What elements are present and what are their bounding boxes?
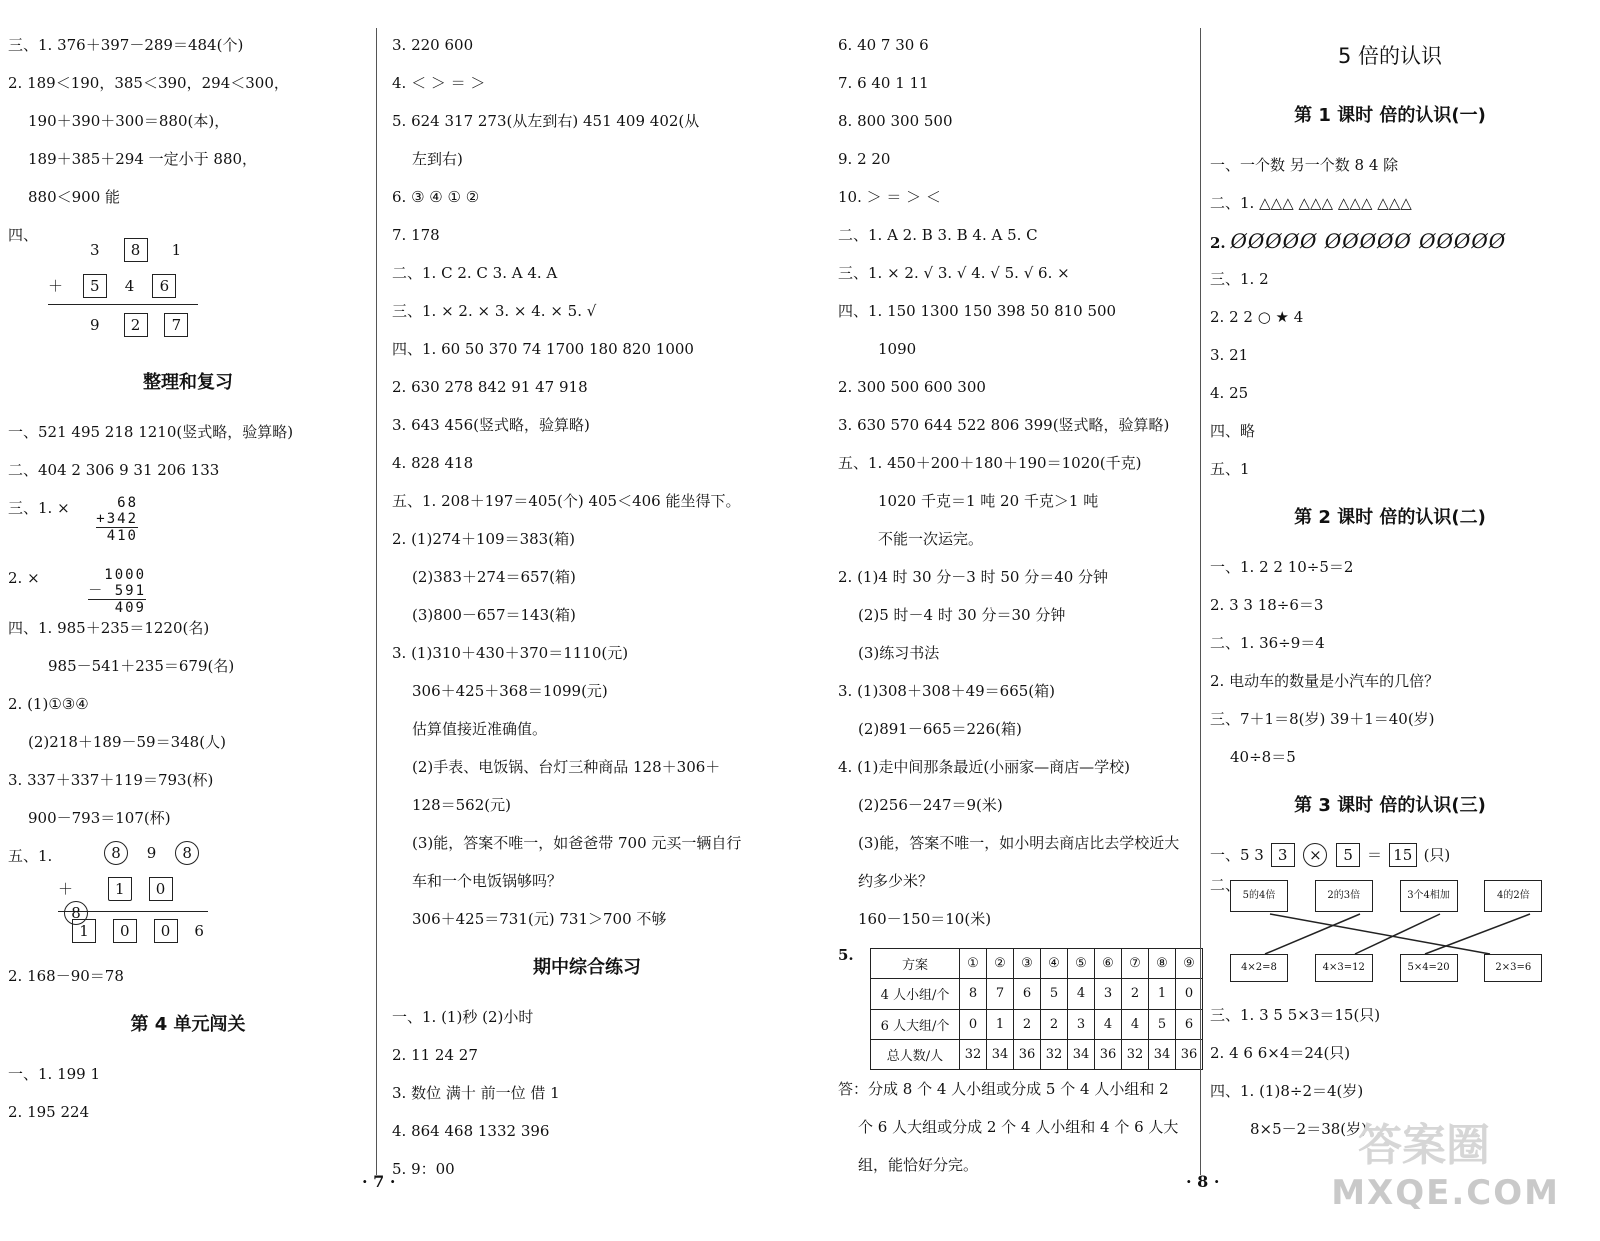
answer-line: 3. 337＋337＋119＝793(杯): [8, 771, 214, 789]
answer-line: 一、一个数 另一个数 8 4 除: [1210, 156, 1399, 174]
lesson-heading: 第 2 课时 倍的认识(二): [1294, 507, 1486, 528]
column-3: [838, 26, 1208, 1184]
table-row: [871, 1009, 1203, 1039]
answer-line: 2. 195 224: [8, 1103, 90, 1121]
table-cell: 5: [1149, 1009, 1176, 1039]
answer-line: 四、1. (1)8÷2＝4(岁): [1210, 1082, 1364, 1100]
table-header-row: [871, 949, 1203, 979]
watermark-text: MXQE.COM: [1331, 1173, 1560, 1213]
operator-circle: ×: [1303, 843, 1327, 867]
answer-line: (2)383＋274＝657(箱): [412, 568, 576, 586]
answer-box: 8: [124, 238, 148, 262]
answer-line: [1210, 836, 1570, 874]
answer-line: 左到右): [412, 150, 463, 168]
tv-card: 4的2倍: [1484, 880, 1542, 912]
answer-line: 组，能恰好分完。: [858, 1156, 979, 1174]
addition-puzzle: [48, 232, 368, 345]
answer-line: 车和一个电饭锅够吗？: [412, 872, 563, 890]
table-cell: 6: [1014, 979, 1041, 1009]
page-number-right: · 8 ·: [1186, 1172, 1220, 1191]
answer-text: 一、5 3: [1210, 846, 1264, 864]
answer-line: 3. 643 456(竖式略，验算略): [392, 416, 590, 434]
answer-line: 190＋390＋300＝880(本)，: [28, 112, 230, 130]
table-cell: 2: [1014, 1009, 1041, 1039]
answer-line: (3)练习书法: [858, 644, 940, 662]
answer-line: 2. 4 6 6×4＝24(只): [1210, 1044, 1351, 1062]
table-cell: 总人数/人: [871, 1039, 960, 1069]
answer-line: 5. 9：00: [392, 1160, 455, 1178]
plan-table-block: [838, 938, 1208, 1070]
tv-card: 5的4倍: [1230, 880, 1288, 912]
column-1: [8, 26, 368, 1131]
lesson-heading: 第 3 课时 倍的认识(三): [1294, 795, 1486, 816]
answer-line: 40÷8＝5: [1230, 748, 1296, 766]
item-number: 2.: [1210, 234, 1226, 252]
symbol-puzzle: [8, 837, 368, 957]
circle-digit: 8: [175, 841, 199, 865]
answer-line: 三、1. ×: [8, 499, 70, 517]
calc-row: +342: [96, 511, 138, 527]
answer-line: 四、1. 150 1300 150 398 50 810 500: [838, 302, 1117, 320]
table-header-cell: ②: [987, 949, 1014, 979]
answer-line: 3. (1)310＋430＋370＝1110(元): [392, 644, 629, 662]
answer-line: 一、1. 199 1: [8, 1065, 101, 1083]
answer-line: (3)800－657＝143(箱): [412, 606, 576, 624]
answer-line: 二、1. C 2. C 3. A 4. A: [392, 264, 558, 282]
circle-digit: 8: [64, 901, 88, 925]
answer-line: 5. 624 317 273(从左到右) 451 409 402(从: [392, 112, 700, 130]
answer-line: 2. 2 2 ○ ★ 4: [1210, 308, 1304, 326]
table-cell: 0: [960, 1009, 987, 1039]
answer-line: 2. (1)4 时 30 分－3 时 50 分＝40 分钟: [838, 568, 1109, 586]
abacus-card: 5×4=20: [1400, 954, 1458, 982]
answer-line: 三、1. 3 5 5×3＝15(只): [1210, 1006, 1381, 1024]
answer-line: 一、1. (1)秒 (2)小时: [392, 1008, 534, 1026]
answer-line: (2)218＋189－59＝348(人): [28, 733, 226, 751]
answer-line: 5.: [838, 946, 854, 964]
answer-line: 4. ＜ ＞ ＝ ＞: [392, 74, 486, 92]
answer-box: 3: [1271, 843, 1295, 867]
table-header-cell: ⑦: [1122, 949, 1149, 979]
circle-digit: 8: [104, 841, 128, 865]
table-cell: 4 人小组/个: [871, 979, 960, 1009]
answer-box: 0: [149, 877, 173, 901]
answer-line: 五、1.: [8, 847, 53, 865]
answer-line: 4. 828 418: [392, 454, 474, 472]
answer-line: 五、1. 208＋197＝405(个) 405＜406 能坐得下。: [392, 492, 741, 510]
table-cell: 34: [987, 1039, 1014, 1069]
answer-line: 8. 800 300 500: [838, 112, 953, 130]
answer-line: 2. 电动车的数量是小汽车的几倍？: [1210, 672, 1440, 690]
calc-row: 1000: [104, 567, 146, 583]
column-4: [1210, 26, 1570, 1148]
section-heading: 整理和复习: [143, 372, 233, 393]
answer-line: 2. 630 278 842 91 47 918: [392, 378, 588, 396]
answer-line: 二、: [1210, 876, 1241, 894]
answer-line: 8×5－2＝38(岁): [1250, 1120, 1367, 1138]
abacus-card: 2×3=6: [1484, 954, 1542, 982]
answer-line: 三、1. 2: [1210, 270, 1269, 288]
table-cell: 32: [960, 1039, 987, 1069]
answer-line: 三、1. × 2. √ 3. √ 4. √ 5. √ 6. ×: [838, 264, 1070, 282]
answer-line: 三、1. × 2. × 3. × 4. × 5. √: [392, 302, 597, 320]
answer-line: 估算值接近准确值。: [412, 720, 548, 738]
stick-bundle-art: ØØØØØ ØØØØØ ØØØØØ: [1230, 229, 1507, 253]
table-cell: 5: [1041, 979, 1068, 1009]
answer-line: 二、1. A 2. B 3. B 4. A 5. C: [838, 226, 1038, 244]
answer-line: 306＋425＝731(元) 731＞700 不够: [412, 910, 667, 928]
answer-line: 900－793＝107(杯): [28, 809, 171, 827]
table-cell: 36: [1095, 1039, 1122, 1069]
section-heading: 第 4 单元闯关: [130, 1014, 246, 1035]
section-label: 四、: [8, 226, 39, 244]
answer-line: 306＋425＋368＝1099(元): [412, 682, 608, 700]
calc-row: 410: [106, 528, 138, 544]
table-cell: 2: [1041, 1009, 1068, 1039]
answer-line: 三、7＋1＝8(岁) 39＋1＝40(岁): [1210, 710, 1435, 728]
table-cell: 4: [1095, 1009, 1122, 1039]
answer-line: (2)891－665＝226(箱): [858, 720, 1022, 738]
answer-line: 7. 178: [392, 226, 440, 244]
answer-line: 6. 40 7 30 6: [838, 36, 929, 54]
abacus-card: 4×2=8: [1230, 954, 1288, 982]
vertical-calc: [68, 495, 138, 544]
matching-figure: [1210, 874, 1570, 996]
answer-line: 160－150＝10(米): [858, 910, 992, 928]
answer-line: 189＋385＋294 一定小于 880，: [28, 150, 258, 168]
answer-line: 1090: [878, 340, 917, 358]
answer-box: 5: [1336, 843, 1360, 867]
digit: 4: [124, 277, 135, 295]
answer-line: 7. 6 40 1 11: [838, 74, 929, 92]
answer-box: 2: [124, 313, 148, 337]
answer-line: 不能一次运完。: [878, 530, 984, 548]
plus-sign: ＋: [58, 880, 74, 898]
answer-line: 五、1: [1210, 460, 1250, 478]
digit: 9: [146, 844, 157, 862]
answer-line: 4. (1)走中间那条最近(小丽家—商店—学校): [838, 758, 1131, 776]
answer-line: 3. 数位 满十 前一位 借 1: [392, 1084, 560, 1102]
answer-line: 五、1. 450＋200＋180＋190＝1020(千克): [838, 454, 1142, 472]
answer-line: 3. (1)308＋308＋49＝665(箱): [838, 682, 1056, 700]
vertical-calc: [68, 567, 146, 616]
answer-line: 二、404 2 306 9 31 206 133: [8, 461, 220, 479]
table-cell: 3: [1068, 1009, 1095, 1039]
unit-text: (只): [1423, 846, 1451, 864]
table-cell: 34: [1149, 1039, 1176, 1069]
calc-row: － 591: [88, 583, 146, 599]
answer-line: 四、略: [1210, 422, 1256, 440]
table-cell: 6 人大组/个: [871, 1009, 960, 1039]
answer-line: (3)能，答案不唯一，如爸爸带 700 元买一辆自行: [412, 834, 742, 852]
answer-line: (2)手表、电饭锅、台灯三种商品 128＋306＋: [412, 758, 721, 776]
answer-line: 个 6 人大组或分成 2 个 4 人小组和 4 个 6 人大: [858, 1118, 1179, 1136]
table-cell: 0: [1176, 979, 1203, 1009]
table-cell: 8: [960, 979, 987, 1009]
answer-line: 三、1. 376＋397－289＝484(个): [8, 36, 244, 54]
table-cell: 36: [1014, 1039, 1041, 1069]
tv-card: 2的3倍: [1315, 880, 1373, 912]
answer-line: [1210, 222, 1570, 260]
answer-box: 0: [113, 919, 137, 943]
answer-line: 2. 11 24 27: [392, 1046, 478, 1064]
vertical-calc-2: [8, 541, 368, 616]
page-number-left: · 7 ·: [362, 1172, 396, 1191]
answer-line: 答：分成 8 个 4 人小组或分成 5 个 4 人小组和 2: [838, 1080, 1169, 1098]
answer-line: 四、1. 985＋235＝1220(名): [8, 619, 210, 637]
table-cell: 32: [1041, 1039, 1068, 1069]
tv-card: 3个4相加: [1400, 880, 1458, 912]
table-header-cell: ⑤: [1068, 949, 1095, 979]
answer-line: 880＜900 能: [28, 188, 121, 206]
lesson-heading: 第 1 课时 倍的认识(一): [1294, 105, 1486, 126]
answer-line: 3. 21: [1210, 346, 1249, 364]
table-header-cell: ⑨: [1176, 949, 1203, 979]
watermark-logo: 答案圈: [1358, 1120, 1490, 1171]
answer-box: 15: [1389, 843, 1417, 867]
equals-sign: ＝: [1366, 846, 1382, 864]
table-cell: 3: [1095, 979, 1122, 1009]
answer-line: 985－541＋235＝679(名): [48, 657, 235, 675]
table-cell: 2: [1122, 979, 1149, 1009]
digit: 6: [194, 922, 204, 940]
answer-line: 6. ③ ④ ① ②: [392, 188, 480, 206]
answer-line: (2)256－247＝9(米): [858, 796, 1003, 814]
table-header-cell: ④: [1041, 949, 1068, 979]
table-cell: 4: [1068, 979, 1095, 1009]
digit: 3: [90, 241, 100, 259]
triangle-digit: 1: [72, 919, 96, 943]
column-2: [392, 26, 782, 1188]
answer-box: 5: [83, 274, 107, 298]
table-cell: 4: [1122, 1009, 1149, 1039]
answer-box: 0: [154, 919, 178, 943]
answer-line: 四、1. 60 50 370 74 1700 180 820 1000: [392, 340, 694, 358]
answer-line: 2. ×: [8, 569, 40, 587]
table-header-cell: ①: [960, 949, 987, 979]
table-header-cell: 方案: [871, 949, 960, 979]
plus-sign: ＋: [48, 277, 64, 295]
table-row: [871, 1039, 1203, 1069]
answer-box: 6: [152, 274, 176, 298]
table-cell: 36: [1176, 1039, 1203, 1069]
vertical-calc-1: [8, 489, 368, 544]
answer-line: 约多少米？: [858, 872, 934, 890]
answer-line: 4. 864 468 1332 396: [392, 1122, 550, 1140]
calc-row: 68: [117, 495, 138, 511]
answer-line: 1020 千克＝1 吨 20 千克＞1 吨: [878, 492, 1099, 510]
answer-line: 2. 3 3 18÷6＝3: [1210, 596, 1324, 614]
table-cell: 1: [1149, 979, 1176, 1009]
section-heading: 期中综合练习: [533, 957, 641, 978]
abacus-card: 4×3=12: [1315, 954, 1373, 982]
table-cell: 6: [1176, 1009, 1203, 1039]
answer-line: 一、521 495 218 1210(竖式略，验算略): [8, 423, 294, 441]
table-header-cell: ⑧: [1149, 949, 1176, 979]
answer-line: 9. 2 20: [838, 150, 891, 168]
answer-line: 128＝562(元): [412, 796, 511, 814]
answer-line: 2. 189＜190，385＜390，294＜300，: [8, 74, 289, 92]
answer-line: 3. 220 600: [392, 36, 474, 54]
answer-line: 二、1. 36÷9＝4: [1210, 634, 1325, 652]
table-cell: 1: [987, 1009, 1014, 1039]
answer-line: 一、1. 2 2 10÷5＝2: [1210, 558, 1354, 576]
calc-row: 409: [114, 600, 146, 616]
plan-table: [870, 948, 1203, 1070]
table-header-cell: ③: [1014, 949, 1041, 979]
table-cell: 34: [1068, 1039, 1095, 1069]
answer-line: 2. (1)①③④: [8, 695, 89, 713]
answer-line: 10. ＞ ＝ ＞ ＜: [838, 188, 941, 206]
answer-line: 4. 25: [1210, 384, 1249, 402]
column-divider: [1200, 28, 1201, 1175]
table-header-cell: ⑥: [1095, 949, 1122, 979]
chapter-title: 5 倍的认识: [1337, 44, 1443, 68]
answer-line: 2. (1)274＋109＝383(箱): [392, 530, 575, 548]
table-row: [871, 979, 1203, 1009]
answer-line: 2. 168－90＝78: [8, 967, 124, 985]
answer-box: 7: [164, 313, 188, 337]
answer-line: 2. 300 500 600 300: [838, 378, 986, 396]
digit: 1: [171, 241, 182, 259]
column-divider: [376, 28, 377, 1175]
answer-line: (2)5 时－4 时 30 分＝30 分钟: [858, 606, 1066, 624]
table-cell: 32: [1122, 1039, 1149, 1069]
answer-line: 二、1. △△△ △△△ △△△ △△△: [1210, 194, 1412, 212]
triangle-digit: 1: [108, 877, 132, 901]
digit: 9: [90, 316, 100, 334]
answer-line: (3)能，答案不唯一，如小明去商店比去学校近大: [858, 834, 1180, 852]
table-cell: 7: [987, 979, 1014, 1009]
answer-line: 3. 630 570 644 522 806 399(竖式略，验算略): [838, 416, 1170, 434]
